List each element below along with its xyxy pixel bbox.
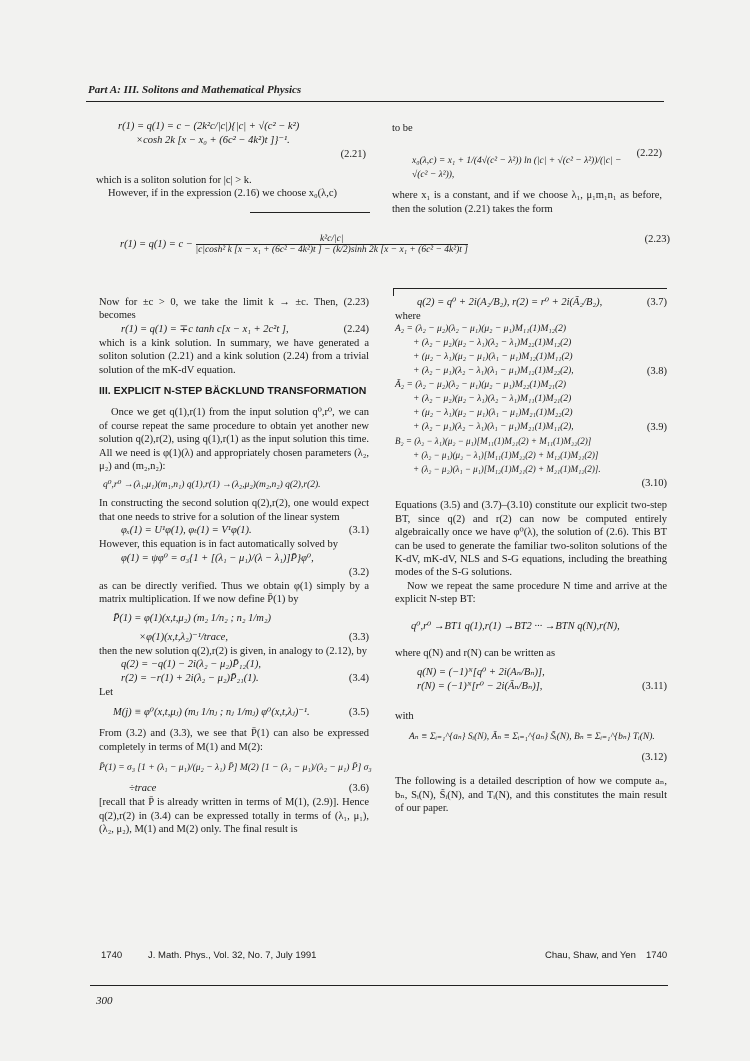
equation-3-11-line1: q(N) = (−1)ᴺ[q⁰ + 2i(Aₙ/Bₙ)],	[417, 667, 545, 679]
equation-3-8	[395, 323, 667, 379]
with-text: with	[395, 711, 414, 723]
equation-fraction	[196, 234, 468, 255]
equation-number: (3.4)	[348, 672, 369, 684]
equation-number: (2.21)	[340, 149, 366, 160]
footer-page-number-right: 1740	[646, 950, 668, 961]
equation-number: (3.11)	[642, 681, 667, 693]
paragraph: From (3.2) and (3.3), we see that P̄(1) can also be expressed completely in terms of M(1) and M(2):	[99, 728, 369, 753]
equation-3-2-number-row	[99, 566, 369, 580]
equation-3-9	[395, 379, 667, 435]
equation-3-6-line2: ÷trace (3.6)	[129, 783, 369, 795]
equation-3-3-line2: ×φ(1)(x,t,λ₂)⁻¹/trace, (3.3)	[139, 631, 369, 643]
equation-number: (3.2)	[348, 566, 369, 578]
right-column-rule	[393, 288, 667, 289]
equation-number: (2.23)	[644, 234, 670, 245]
equation-line: B₂ = (λ₂ − λ₁)(μ₂ − μ₁)[M₁₁(1)M₂₁(2) + M₁₁(1)M₂₂(2)]	[395, 436, 592, 447]
paragraph: Once we get q(1),r(1) from the input solution q⁰,r⁰, we can of course repeat the same procedure to obtain yet another new solution q(2),r(2), using q(1),r(1) as the input solution this time. All we need is φ(1)(λ) and appropriately chosen parameters (λ₂, μ₂) and (m₂,n₂):	[99, 407, 369, 473]
equation-number: (2.24)	[343, 323, 369, 335]
to-be-text: to be	[392, 123, 413, 134]
equation-2-23	[120, 234, 670, 255]
right-column	[395, 296, 667, 816]
paragraph: In constructing the second solution q(2),r(2), one would expect that one needs to strive for a solution of the linear system	[99, 498, 369, 523]
paragraph: However, this equation is in fact automatically solved by	[99, 539, 338, 551]
right-column-tick	[393, 288, 394, 296]
equation-line: + (λ₂ − μ₂)(λ₁ − μ₁)[M₁₂(1)M₂₁(2) + M₂₁(1)M₁₂(2)].	[413, 464, 601, 475]
paragraph: Now for ±c > 0, we take the limit k → ±c. Then, (2.23) becomes	[99, 297, 369, 322]
equation-line: + (λ₂ − μ₁)(μ₂ − λ₁)[M₁₁(1)M₂₂(2) + M₁₂(1)M₂₁(2)]	[413, 450, 599, 461]
equation-3-4-line2: r(2) = −r(1) + 2i(λ₂ − μ₂)P̄₂₁(1). (3.4)	[121, 672, 369, 684]
margin-mark	[250, 212, 370, 213]
equation-number-row	[395, 477, 667, 491]
paragraph: Equations (3.5) and (3.7)–(3.10) constitute our explicit two-step BT, since q(2) and r(2) can now be computed entirely algebraically once we have φ⁰(λ), the solution of (2.6). This BT can be used to generate the familiar two-soliton solutions of the K-dV, mK-dV, NLS and S-G equations, including the breathing modes of the S-G solutions.	[395, 500, 667, 579]
equation-line: A₂ = (λ₂ − μ₂)(λ₂ − μ₁)(μ₂ − μ₁)M₁₁(1)M₁₂(2)	[395, 324, 567, 335]
paragraph: as can be directly verified. Thus we obtain φ(1) simply by a matrix multiplication. If we now define P̄(1) by	[99, 580, 369, 606]
soliton-sentence: which is a soliton solution for |c| > k.	[96, 175, 252, 186]
equation-chain: q⁰,r⁰ →(λ₁,μ₁)(m₁,n₁) q(1),r(1) →(λ₂,μ₂)(m₂,n₂) q(2),r(2).	[103, 480, 321, 491]
equation-nstep: q⁰,r⁰ →BT1 q(1),r(1) →BT2 ··· →BTN q(N),r(N),	[411, 620, 620, 632]
paragraph: [recall that P̄ is already written in terms of M(1), (2.9)]. Hence q(2),r(2) in (3.4) can be expressed totally in terms of (λ₁, μ₁), (λ₂, μ₂), M(1) and M(2) only. The final result is	[99, 797, 369, 835]
equation-3-4-line1: q(2) = −q(1) − 2i(λ₂ − μ₂)P̄₁₂(1),	[121, 658, 261, 670]
equation-line: + (μ₂ − λ₁)(μ₂ − μ₁)(λ₁ − μ₁)M₁₂(1)M₁₁(2)	[413, 352, 573, 363]
equation-number: (3.5)	[348, 707, 369, 719]
equation-number: (3.1)	[348, 525, 369, 537]
equation-number: (3.8)	[646, 366, 667, 378]
equation-3-7: q(2) = q⁰ + 2i(A₂/B₂), r(2) = r⁰ + 2i(Ã₂/B₂), (3.7)	[417, 297, 667, 308]
equation-3-10	[395, 435, 667, 491]
equation-3-6-line1: P̄(1) = σ₃ [1 + (λ₁ − μ₁)/(μ₂ − λ₁) P̄] M(2) [1 − (λ₁ − μ₁)/(λ₂ − μ₁) P̄] σ₃	[99, 763, 372, 774]
fraction-numerator: k²c/|c|	[320, 234, 344, 244]
paragraph: which is a kink solution. In summary, we have generated a soliton solution (2.21) and a kink solution (2.24) from a trivial solution of the mK-dV equation.	[99, 337, 369, 376]
equation-number: (3.10)	[641, 478, 667, 490]
book-page-number: 300	[96, 995, 113, 1007]
paragraph: Now we repeat the same procedure N time and arrive at the explicit N-step BT:	[395, 580, 667, 606]
equation-2-22-number-row	[392, 147, 662, 161]
equation-3-2: φ(1) = ψφ⁰ = σ₃{1 + [(λ₁ − μ₁)/(λ − λ₁)]P̄}φ⁰,	[121, 552, 314, 564]
paragraph: The following is a detailed description of how we compute aₙ, bₙ, Sᵢ(N), S̃ᵢ(N), and Tᵢ(N), and this constitutes the main result of our paper.	[395, 776, 667, 815]
footer-authors: Chau, Shaw, and Yen	[545, 950, 636, 961]
let-text: Let	[99, 686, 113, 698]
equation-3-1: φₓ(1) = U¹φ(1), φₜ(1) = V¹φ(1). (3.1)	[121, 525, 369, 537]
equation-3-11-line2: r(N) = (−1)ᴺ[r⁰ − 2i(Ãₙ/Bₙ)], (3.11)	[417, 681, 667, 693]
equation-2-21-number-row	[96, 148, 366, 162]
section-heading: III. EXPLICIT N-STEP BÄCKLUND TRANSFORMATION	[99, 385, 367, 398]
equation-number: (3.3)	[348, 631, 369, 643]
left-column	[99, 296, 372, 836]
equation-number: (3.9)	[646, 422, 667, 434]
equation-number: (2.22)	[636, 148, 662, 160]
equation-number: (3.6)	[348, 783, 369, 795]
top-right-column	[392, 122, 662, 216]
equation-line: + (λ₂ − μ₁)(λ₂ − λ₁)(λ₁ − μ₁)M₂₁(1)M₁₁(2), (3.9)	[413, 422, 667, 434]
equation-lhs: r(1) = q(1) = c −	[120, 238, 196, 250]
however-sentence: However, if in the expression (2.16) we choose x₀(λ,c)	[108, 188, 338, 200]
equation-line: + (λ₂ − μ₁)(λ₂ − λ₁)(λ₁ − μ₁)M₁₂(1)M₂₂(2), (3.8)	[413, 366, 667, 378]
equation-line: + (λ₂ − μ₂)(μ₂ − λ₁)(λ₂ − λ₁)M₂₂(1)M₁₂(2)	[413, 338, 572, 349]
equation-3-5: M(j) ≡ φ⁰(x,t,μⱼ) (mⱼ 1/nⱼ ; nⱼ 1/mⱼ) φ⁰(x,t,λⱼ)⁻¹. (3.5)	[99, 699, 369, 727]
equation-2-21-line2: ×cosh 2k [x − x₀ + (6c² − 4k²)t ]}⁻¹.	[136, 135, 290, 146]
footer-page-number: 1740	[101, 950, 123, 961]
fraction-denominator: |c|cosh² k [x − x₁ + (6c² − 4k²)t ] − (k/2)sinh 2k [x − x₁ + (6c² − 4k²)t ]	[195, 245, 468, 255]
equation-3-12: Aₙ ≡ Σᵢ₌₁^{aₙ} Sᵢ(N), Ãₙ ≡ Σᵢ₌₁^{aₙ} S̃ᵢ(N), Bₙ ≡ Σᵢ₌₁^{bₙ} Tᵢ(N).	[409, 732, 655, 743]
where-constant-text: where x₁ is a constant, and if we choose λ₁, μ₁m₁n₁ as before, then the solution (2.21) takes the form	[392, 190, 662, 215]
footer-journal: J. Math. Phys., Vol. 32, No. 7, July 1991	[148, 950, 317, 961]
paragraph: then the new solution q(2),r(2) is given, in analogy to (2.12), by	[99, 645, 367, 657]
where-text: where	[395, 311, 421, 322]
equation-line: Ã₂ = (λ₂ − μ₂)(λ₂ − μ₁)(μ₂ − μ₁)M₂₂(1)M₂₁(2)	[395, 380, 567, 391]
equation-line: + (λ₂ − μ₂)(μ₂ − λ₁)(λ₂ − λ₁)M₁₁(1)M₂₁(2)	[413, 394, 572, 405]
equation-2-21-line1: r(1) = q(1) = c − (2k²c/|c|){|c| + √(c² − k²)	[118, 121, 300, 132]
equation-3-12-number-row	[395, 751, 667, 765]
equation-number: (3.12)	[641, 752, 667, 764]
header-rule	[86, 101, 664, 102]
equation-number: (3.7)	[646, 297, 667, 308]
bottom-rule	[90, 985, 668, 986]
equation-3-3-line1: P̄(1) = φ(1)(x,t,μ₂) (m₂ 1/n₂ ; n₂ 1/m₂)	[113, 612, 272, 624]
equation-2-22: x₀(λ,c) = x₁ + 1/(4√(c² − λ²)) ln (|c| + √(c² − λ²))/(|c| − √(c² − λ²)),	[412, 156, 622, 180]
running-title: Part A: III. Solitons and Mathematical Physics	[88, 84, 302, 96]
top-left-column	[96, 120, 366, 201]
paragraph: where q(N) and r(N) can be written as	[395, 647, 556, 659]
equation-2-24: r(1) = q(1) = ∓c tanh c[x − x₁ + 2c²t ], (2.24)	[121, 323, 369, 335]
equation-line: + (μ₂ − λ₁)(μ₂ − μ₁)(λ₁ − μ₁)M₂₁(1)M₂₂(2)	[413, 408, 573, 419]
